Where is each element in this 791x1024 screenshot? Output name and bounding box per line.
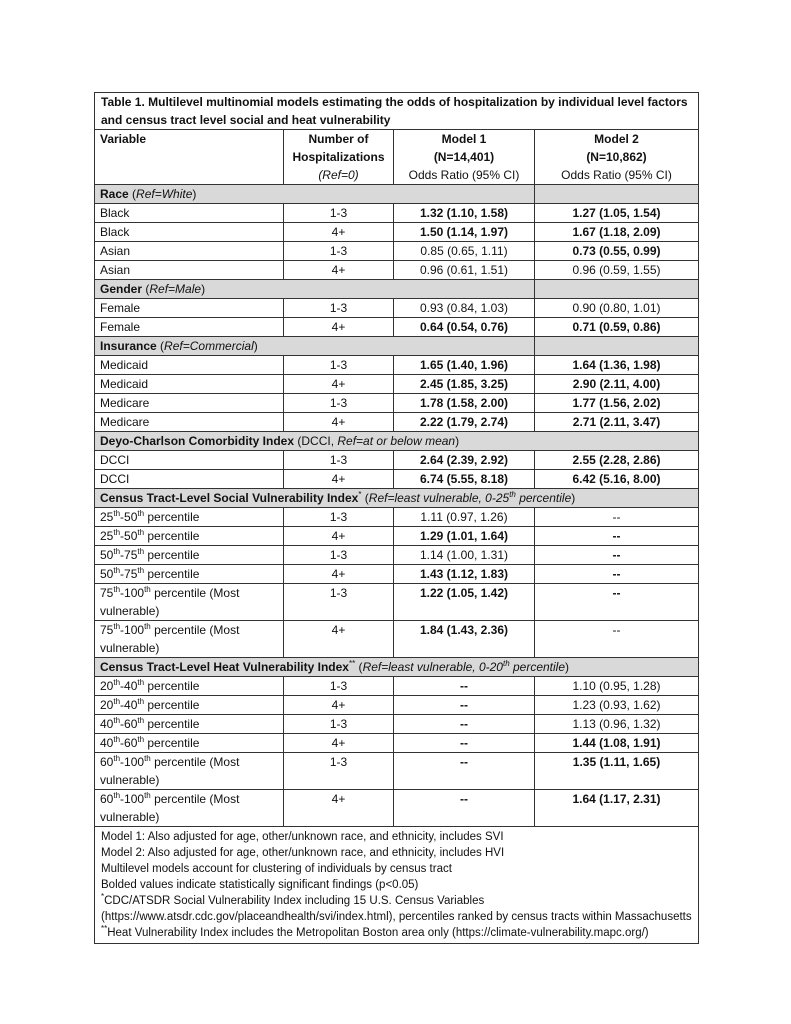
table-row: 50th-75th percentile 4+ 1.43 (1.12, 1.83) -- [95,565,698,584]
section-gender: Gender (Ref=Male) [95,280,698,299]
table-row: Asian 4+ 0.96 (0.61, 1.51) 0.96 (0.59, 1.55) [95,261,698,280]
header-hosp-line2: Hospitalizations [292,150,385,164]
section-svi: Census Tract-Level Social Vulnerability Index* (Ref=least vulnerable, 0-25th percentile) [95,489,698,508]
section-hvi: Census Tract-Level Heat Vulnerability Index** (Ref=least vulnerable, 0-20th percentile) [95,658,698,677]
note-svi: *CDC/ATSDR Social Vulnerability Index including 15 U.S. Census Variables (https://www.atsdr.cdc.gov/placeandhealth/svi/index.html), percentiles ranked by census tracts within Massachusetts [101,892,692,923]
table-row: 60th-100th percentile (Most vulnerable) 4+ -- 1.64 (1.17, 2.31) [95,790,698,827]
table-notes-row [95,827,698,943]
section-race-label: Race [100,187,129,201]
table-notes [95,827,698,943]
table-row: Medicaid 1-3 1.65 (1.40, 1.96) 1.64 (1.36, 1.98) [95,356,698,375]
header-m2-or: Odds Ratio (95% CI) [561,168,672,182]
table-row: 50th-75th percentile 1-3 1.14 (1.00, 1.31) -- [95,546,698,565]
header-m2-n: (N=10,862) [586,150,647,164]
table-title: Table 1. Multilevel multinomial models estimating the odds of hospitalization by individual level factors and census tract level social and heat vulnerability [101,95,688,127]
table-row: Asian 1-3 0.85 (0.65, 1.11) 0.73 (0.55, 0.99) [95,242,698,261]
note-model1: Model 1: Also adjusted for age, other/unknown race, and ethnicity, includes SVI [101,831,504,843]
header-model1 [394,130,535,184]
table-row: DCCI 1-3 2.64 (2.39, 2.92) 2.55 (2.28, 2.86) [95,451,698,470]
table-row: Female 1-3 0.93 (0.84, 1.03) 0.90 (0.80, 1.01) [95,299,698,318]
table-row: 25th-50th percentile 1-3 1.11 (0.97, 1.26) -- [95,508,698,527]
header-m1-or: Odds Ratio (95% CI) [408,168,520,182]
section-insurance: Insurance (Ref=Commercial) [95,337,698,356]
table-row: Black 1-3 1.32 (1.10, 1.58) 1.27 (1.05, 1.54) [95,204,698,223]
header-m2-title: Model 2 [594,132,639,146]
note-hvi: **Heat Vulnerability Index includes the Metropolitan Boston area only (https://climate-vulnerability.mapc.org/) [101,924,649,939]
table-row: 40th-60th percentile 1-3 -- 1.13 (0.96, 1.32) [95,715,698,734]
odds-ratio-table [94,92,699,944]
header-hospitalizations [284,130,394,184]
table-row: Medicaid 4+ 2.45 (1.85, 3.25) 2.90 (2.11, 4.00) [95,375,698,394]
section-race-ref: Ref=White [136,187,193,201]
section-insurance-label: Insurance [100,339,157,353]
section-race: Race (Ref=White) [95,185,698,204]
table-row: 20th-40th percentile 1-3 -- 1.10 (0.95, 1.28) [95,677,698,696]
header-m1-n: (N=14,401) [433,150,495,164]
note-model2: Model 2: Also adjusted for age, other/unknown race, and ethnicity, includes HVI [101,847,505,859]
header-hosp-ref: (Ref=0) [318,168,359,182]
table-row: Medicare 1-3 1.78 (1.58, 2.00) 1.77 (1.56, 2.02) [95,394,698,413]
table-row: 20th-40th percentile 4+ -- 1.23 (0.93, 1.62) [95,696,698,715]
section-gender-label: Gender [100,282,143,296]
header-row [95,130,698,185]
table-title-row [95,93,698,130]
table-row: 75th-100th percentile (Most vulnerable) 1-3 1.22 (1.05, 1.42) -- [95,584,698,621]
section-dcci-label: Deyo-Charlson Comorbidity Index [100,434,295,448]
table-row: 40th-60th percentile 4+ -- 1.44 (1.08, 1.91) [95,734,698,753]
note-multilevel: Multilevel models account for clustering of individuals by census tract [101,863,452,875]
table-row: 60th-100th percentile (Most vulnerable) 1-3 -- 1.35 (1.11, 1.65) [95,753,698,790]
table-row: DCCI 4+ 6.74 (5.55, 8.18) 6.42 (5.16, 8.00) [95,470,698,489]
table-row: 75th-100th percentile (Most vulnerable) 4+ 1.84 (1.43, 2.36) -- [95,621,698,658]
section-hvi-label: Census Tract-Level Heat Vulnerability Index [100,660,349,674]
table-row: Black 4+ 1.50 (1.14, 1.97) 1.67 (1.18, 2.09) [95,223,698,242]
header-hosp-line1: Number of [308,132,369,146]
header-m1-title: Model 1 [441,132,487,146]
header-model2 [535,130,698,184]
note-bolded: Bolded values indicate statistically significant findings (p<0.05) [101,879,419,891]
header-variable: Variable [95,130,284,184]
section-svi-label: Census Tract-Level Social Vulnerability Index [100,491,359,505]
section-dcci: Deyo-Charlson Comorbidity Index (DCCI, Ref=at or below mean) [95,432,698,451]
table-row: 25th-50th percentile 4+ 1.29 (1.01, 1.64) -- [95,527,698,546]
table-row: Female 4+ 0.64 (0.54, 0.76) 0.71 (0.59, 0.86) [95,318,698,337]
table-row: Medicare 4+ 2.22 (1.79, 2.74) 2.71 (2.11, 3.47) [95,413,698,432]
